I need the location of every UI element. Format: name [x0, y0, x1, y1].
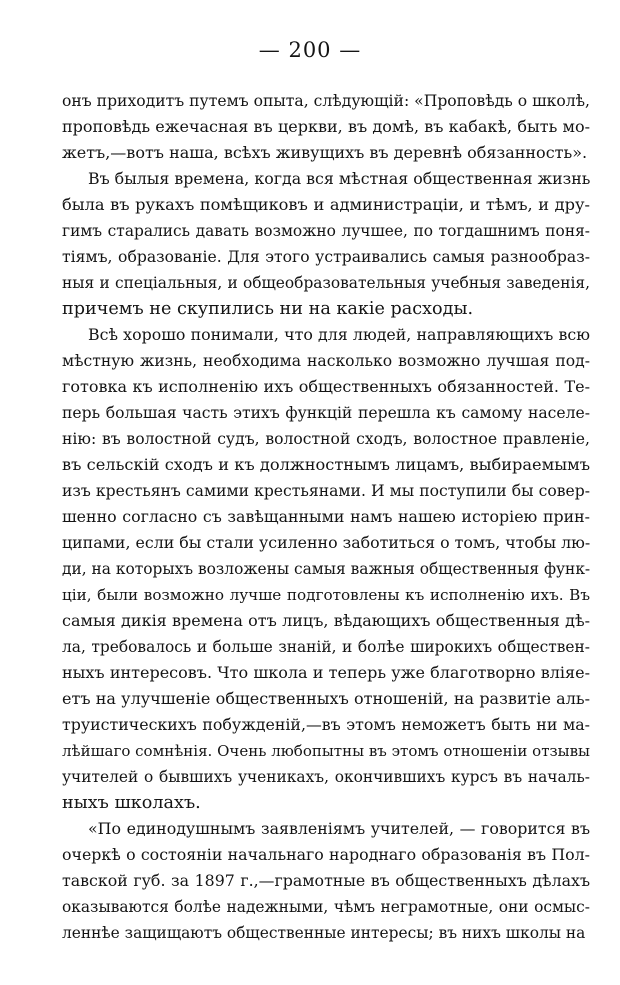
text-line: онъ приходитъ путемъ опыта, слѣдующій: «Проповѣдь о школѣ,	[62, 92, 590, 110]
paragraph	[62, 322, 590, 816]
text-line: тавской губ. за 1897 г.,—грамотные въ общественныхъ дѣлахъ	[62, 871, 590, 890]
text-line: ныя и спеціальныя, и общеобразовательныя учебныя заведенія,	[62, 274, 590, 292]
text-line: труистическихъ побужденій,—въ этомъ неможетъ быть ни ма-	[62, 715, 590, 734]
text-line: Всѣ хорошо понимали, что для людей, направляющихъ всю	[88, 325, 590, 344]
text-line: учителей о бывшихъ ученикахъ, окончившихъ курсъ въ началь-	[62, 768, 590, 786]
text-line: тіямъ, образованіе. Для этого устраивались самыя разнообраз-	[62, 248, 590, 266]
text-line: леннѣе защищаютъ общественные интересы; въ нихъ школы на	[62, 924, 586, 942]
paragraph	[62, 88, 590, 166]
text-line: причемъ не скупились ни на какіе расходы.	[62, 299, 474, 319]
text-line: ципами, если бы стали усиленно заботиться о томъ, чтобы лю-	[62, 533, 590, 552]
text-line: перь большая часть этихъ функцій перешла къ самому населе-	[62, 404, 590, 422]
text-line: мѣстную жизнь, необходима насколько возможно лучшая под-	[62, 352, 590, 370]
paragraph	[62, 166, 590, 322]
text-line: Въ былыя времена, когда вся мѣстная общественная жизнь	[88, 169, 590, 188]
text-line: оказываются болѣе надежными, чѣмъ неграмотные, они осмыс-	[62, 898, 590, 916]
text-line: готовка къ исполненію ихъ общественныхъ обязанностей. Те-	[62, 377, 590, 396]
text-line: етъ на улучшеніе общественныхъ отношеній, на развитіе аль-	[62, 689, 590, 708]
text-line: нію: въ волостной судъ, волостной сходъ, волостное правленіе,	[62, 430, 590, 448]
text-line: ныхъ школахъ.	[62, 793, 201, 813]
text-line: ди, на которыхъ возложены самыя важныя общественныя функ-	[62, 560, 590, 578]
text-line: самыя дикія времена отъ лицъ, вѣдающихъ общественныя дѣ-	[62, 611, 590, 630]
text-line: жетъ,—вотъ наша, всѣхъ живущихъ въ деревнѣ обязанность».	[62, 143, 588, 162]
text-line: была въ рукахъ помѣщиковъ и администраціи, и тѣмъ, и дру-	[62, 195, 590, 214]
text-line: очеркѣ о состояніи начальнаго народнаго образованія въ Пол-	[62, 845, 590, 864]
text-line: шенно согласно съ завѣщанными намъ нашею исторіею прин-	[62, 507, 590, 526]
body-text	[62, 88, 590, 946]
text-line: гимъ старались давать возможно лучшее, по тогдашнимъ поня-	[62, 222, 590, 240]
text-line: изъ крестьянъ самими крестьянами. И мы поступили бы совер-	[62, 482, 590, 500]
text-line: «По единодушнымъ заявленіямъ учителей, — говорится въ	[88, 819, 590, 838]
text-line: ла, требовалось и больше знаній, и болѣе широкихъ обществен-	[62, 638, 590, 656]
text-line: ціи, были возможно лучше подготовлены къ исполненію ихъ. Въ	[62, 586, 590, 604]
text-line: ныхъ интересовъ. Что школа и теперь уже благотворно вліяе-	[62, 663, 590, 682]
text-line: въ сельскій сходъ и къ должностнымъ лицамъ, выбираемымъ	[62, 455, 590, 474]
text-line: лѣйшаго сомнѣнія. Очень любопытны въ этомъ отношеніи отзывы	[62, 742, 590, 760]
page-number: — 200 —	[258, 38, 362, 62]
paragraph	[62, 816, 590, 946]
text-line: проповѣдь ежечасная въ церкви, въ домѣ, въ кабакѣ, быть мо-	[62, 117, 590, 136]
